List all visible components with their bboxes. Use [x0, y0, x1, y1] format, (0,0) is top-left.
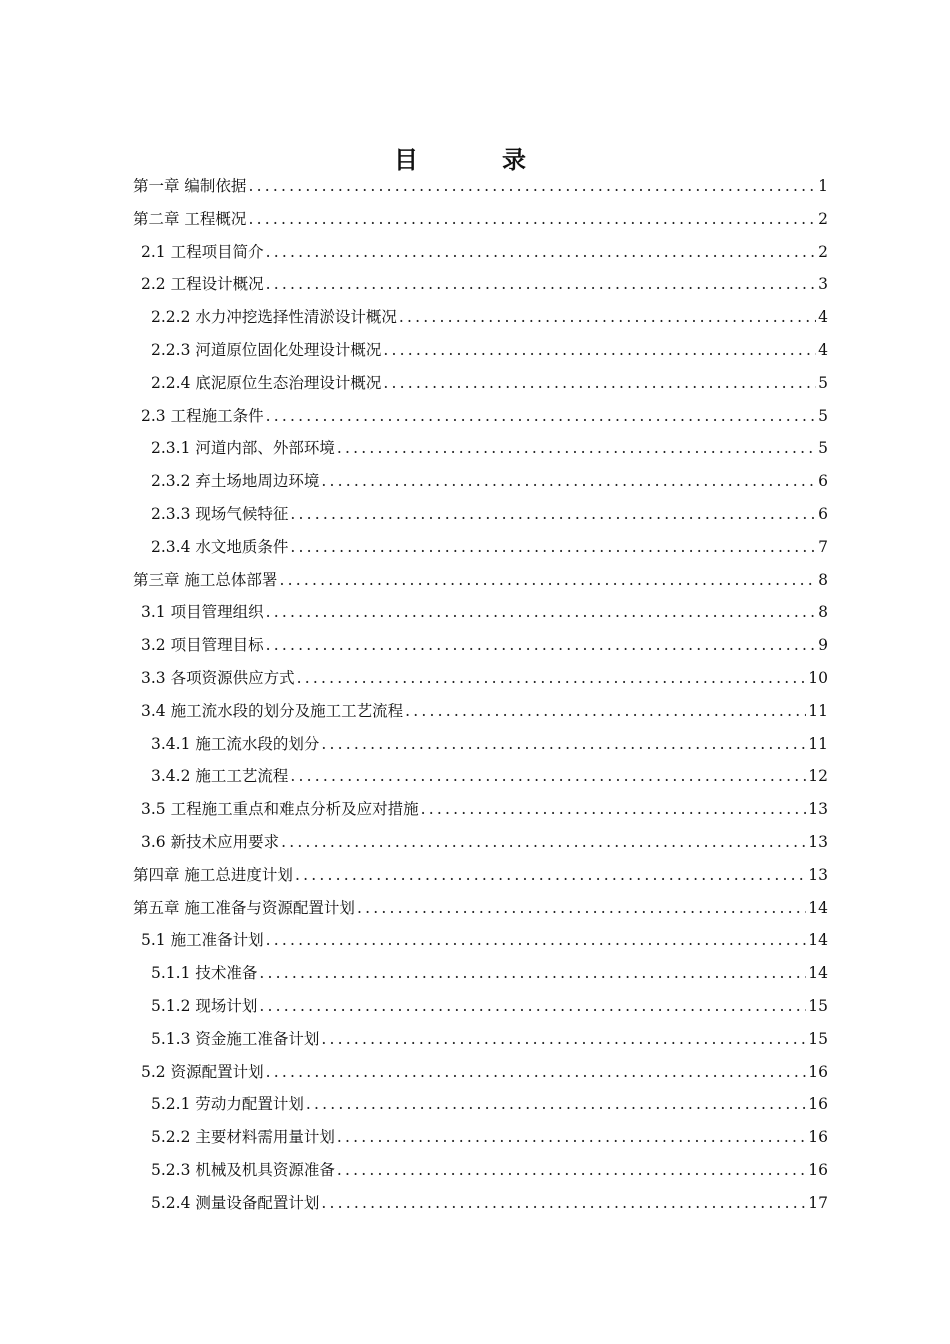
toc-entry[interactable]	[133, 1121, 828, 1154]
toc-leader-dots	[259, 990, 806, 1023]
toc-leader-dots	[383, 367, 816, 400]
toc-entry-label: 第四章 施工总进度计划	[133, 865, 293, 884]
toc-entry[interactable]	[133, 564, 828, 597]
toc-entry-label: 2.2.3 河道原位固化处理设计概况	[151, 340, 382, 359]
toc-entry[interactable]	[133, 924, 828, 957]
toc-entry-page: 16	[808, 1160, 828, 1179]
toc-entry-label: 3.2 项目管理目标	[141, 636, 264, 655]
toc-leader-dots	[266, 924, 807, 957]
toc-leader-dots	[290, 498, 816, 531]
toc-entry[interactable]	[133, 629, 828, 662]
toc-entry-label: 5.2.4 测量设备配置计划	[151, 1193, 320, 1212]
toc-entry[interactable]	[133, 760, 828, 793]
toc-entry-page: 16	[808, 1095, 828, 1114]
toc-leader-dots	[266, 629, 817, 662]
toc-leader-dots	[266, 1056, 807, 1089]
toc-leader-dots	[266, 400, 817, 433]
toc-entry-page: 11	[808, 734, 828, 753]
toc-entry-label: 5.1.1 技术准备	[151, 964, 258, 983]
toc-leader-dots	[321, 465, 816, 498]
toc-entry-label: 2.2.2 水力冲挖选择性清淤设计概况	[151, 308, 397, 327]
toc-entry[interactable]	[133, 465, 828, 498]
toc-entry-page: 15	[808, 996, 828, 1015]
toc-entry-page: 7	[818, 537, 828, 556]
toc-entry-page: 14	[808, 931, 828, 950]
toc-leader-dots	[399, 301, 816, 334]
toc-entry[interactable]	[133, 859, 828, 892]
toc-leader-dots	[297, 662, 807, 695]
toc-entry-page: 8	[818, 603, 828, 622]
toc-entry-page: 2	[818, 242, 828, 261]
toc-leader-dots	[337, 1154, 806, 1187]
toc-entry-page: 5	[818, 406, 828, 425]
toc-leader-dots	[266, 268, 817, 301]
toc-entry-page: 1	[818, 177, 828, 195]
toc-entry-page: 9	[818, 636, 828, 655]
toc-leader-dots	[337, 432, 816, 465]
toc-leader-dots	[281, 826, 806, 859]
toc-entry-label: 3.4.2 施工工艺流程	[151, 767, 289, 786]
toc-entry[interactable]	[133, 268, 828, 301]
toc-entry-label: 第一章 编制依据	[133, 177, 247, 195]
toc-leader-dots	[337, 1121, 806, 1154]
toc-entry[interactable]	[133, 695, 828, 728]
toc-entry[interactable]	[133, 1088, 828, 1121]
toc-entry-label: 3.4.1 施工流水段的划分	[151, 734, 320, 753]
toc-entry-label: 2.2 工程设计概况	[141, 275, 264, 294]
toc-entry[interactable]	[133, 236, 828, 269]
toc-entry-label: 2.3.1 河道内部、外部环境	[151, 439, 335, 458]
toc-entry-page: 13	[808, 865, 828, 884]
toc-entry-page: 5	[818, 439, 828, 458]
toc-entry[interactable]	[133, 531, 828, 564]
toc-entry[interactable]	[133, 892, 828, 925]
toc-entry-label: 5.2.3 机械及机具资源准备	[151, 1160, 335, 1179]
toc-entry-page: 3	[818, 275, 828, 294]
toc-entry-page: 10	[808, 668, 828, 687]
toc-entry-label: 第二章 工程概况	[133, 209, 247, 228]
toc-entry-page: 16	[808, 1062, 828, 1081]
toc-entry-page: 14	[808, 964, 828, 983]
toc-entry-page: 14	[808, 898, 828, 917]
toc-entry[interactable]	[133, 1023, 828, 1056]
toc-entry-label: 5.1.2 现场计划	[151, 996, 258, 1015]
toc-entry[interactable]	[133, 400, 828, 433]
toc-title: 目 录	[394, 146, 556, 174]
toc-entry[interactable]	[133, 662, 828, 695]
toc-entry-label: 2.2.4 底泥原位生态治理设计概况	[151, 373, 382, 392]
toc-entry-label: 5.1 施工准备计划	[141, 931, 264, 950]
toc-entry-page: 16	[808, 1128, 828, 1147]
toc-leader-dots	[306, 1088, 806, 1121]
toc-entry-page: 5	[818, 373, 828, 392]
toc-entry-label: 2.3.2 弃土场地周边环境	[151, 472, 320, 491]
toc-entry[interactable]	[133, 1154, 828, 1187]
toc-leader-dots	[259, 957, 806, 990]
toc-leader-dots	[279, 564, 816, 597]
toc-entry-label: 第五章 施工准备与资源配置计划	[133, 898, 355, 917]
toc-entry-page: 15	[808, 1029, 828, 1048]
toc-entry-label: 2.1 工程项目简介	[141, 242, 264, 261]
toc-entry-label: 5.2.2 主要材料需用量计划	[151, 1128, 335, 1147]
toc-entry-label: 5.2 资源配置计划	[141, 1062, 264, 1081]
toc-entry-page: 8	[818, 570, 828, 589]
toc-leader-dots	[321, 1023, 806, 1056]
toc-entry-label: 3.3 各项资源供应方式	[141, 668, 295, 687]
toc-entry[interactable]	[133, 826, 828, 859]
toc-entry[interactable]	[133, 170, 828, 203]
toc-entry[interactable]	[133, 1056, 828, 1089]
toc-leader-dots	[295, 859, 806, 892]
toc-entry-label: 2.3.3 现场气候特征	[151, 504, 289, 523]
toc-entry-page: 13	[808, 800, 828, 819]
toc-leader-dots	[290, 760, 806, 793]
toc-leader-dots	[266, 596, 817, 629]
toc-entry-page: 13	[808, 832, 828, 851]
toc-entry-page: 4	[818, 308, 828, 327]
toc-leader-dots	[321, 728, 806, 761]
toc-entry-label: 3.6 新技术应用要求	[141, 832, 280, 851]
toc-leader-dots	[266, 236, 817, 269]
toc-entry[interactable]	[133, 301, 828, 334]
toc-entry[interactable]	[133, 367, 828, 400]
toc-entry-label: 3.5 工程施工重点和难点分析及应对措施	[141, 800, 419, 819]
toc-entry[interactable]	[133, 1187, 828, 1220]
toc-leader-dots	[421, 793, 807, 826]
toc-entry[interactable]	[133, 432, 828, 465]
toc-entry-page: 11	[808, 701, 828, 720]
toc-entry[interactable]	[133, 990, 828, 1023]
toc-leader-dots	[248, 203, 816, 236]
toc-entry[interactable]	[133, 498, 828, 531]
toc-entry-label: 3.1 项目管理组织	[141, 603, 264, 622]
toc-entry[interactable]	[133, 957, 828, 990]
toc-leader-dots	[248, 170, 816, 203]
toc-entry-label: 第三章 施工总体部署	[133, 570, 278, 589]
toc-leader-dots	[405, 695, 806, 728]
toc-entry-page: 6	[818, 472, 828, 491]
toc-entry-label: 2.3.4 水文地质条件	[151, 537, 289, 556]
toc-entry-page: 17	[808, 1193, 828, 1212]
toc-leader-dots	[357, 892, 806, 925]
toc-entry-page: 2	[818, 209, 828, 228]
toc-entry[interactable]	[133, 334, 828, 367]
toc-entry-page: 6	[818, 504, 828, 523]
toc-entry-page: 4	[818, 340, 828, 359]
toc-list	[133, 170, 828, 1220]
toc-leader-dots	[383, 334, 816, 367]
toc-entry[interactable]	[133, 793, 828, 826]
toc-entry[interactable]	[133, 203, 828, 236]
toc-entry-label: 2.3 工程施工条件	[141, 406, 264, 425]
toc-leader-dots	[290, 531, 816, 564]
toc-entry-page: 12	[808, 767, 828, 786]
toc-entry[interactable]	[133, 728, 828, 761]
toc-entry-label: 5.2.1 劳动力配置计划	[151, 1095, 304, 1114]
toc-entry[interactable]	[133, 596, 828, 629]
toc-leader-dots	[321, 1187, 806, 1220]
toc-entry-label: 3.4 施工流水段的划分及施工工艺流程	[141, 701, 404, 720]
toc-entry-label: 5.1.3 资金施工准备计划	[151, 1029, 320, 1048]
